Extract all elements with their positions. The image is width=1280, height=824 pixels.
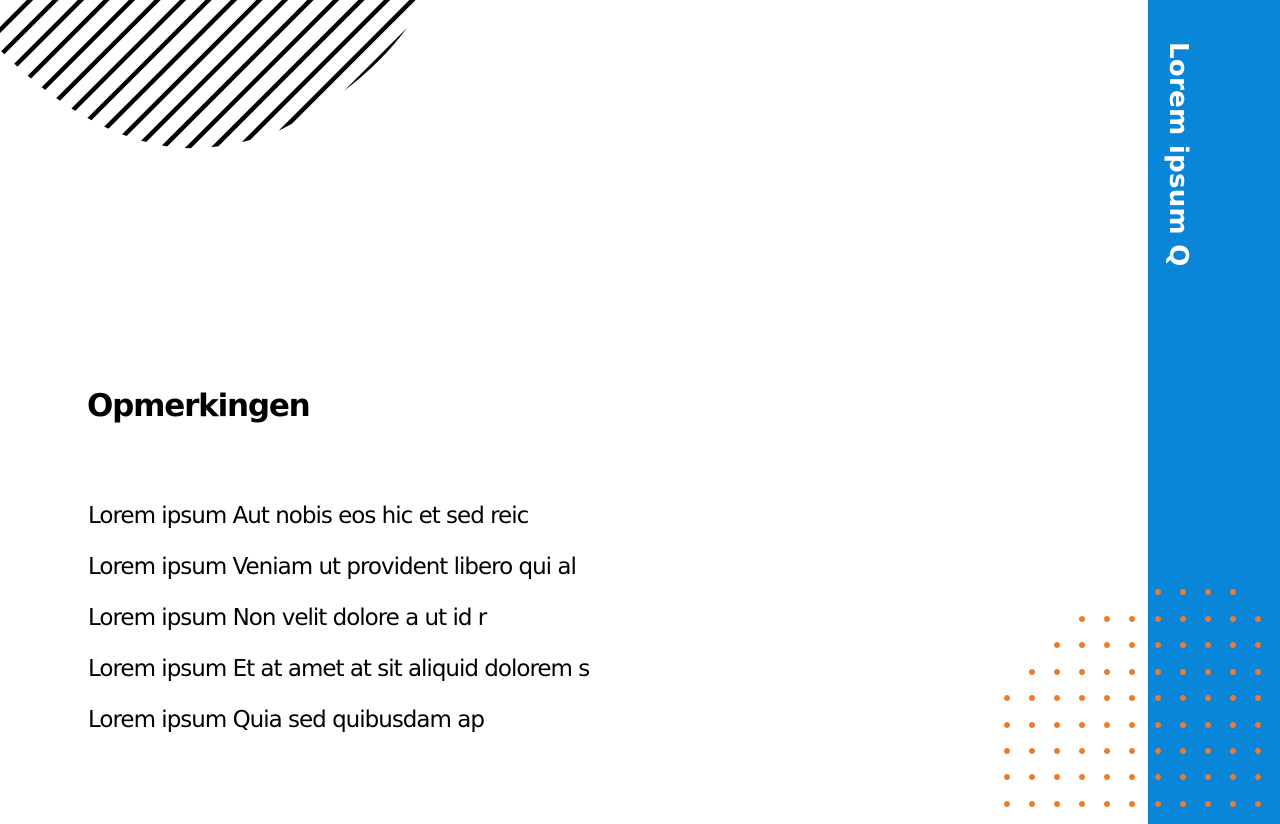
orange-dot	[1129, 642, 1135, 648]
orange-dot	[1129, 748, 1135, 754]
orange-dot	[1029, 774, 1035, 780]
orange-dot	[1255, 801, 1261, 807]
orange-dot	[1230, 774, 1236, 780]
orange-dot	[1155, 616, 1161, 622]
stripe-line	[0, 0, 91, 150]
orange-dot	[1079, 642, 1085, 648]
orange-dot	[1255, 748, 1261, 754]
orange-dot	[1155, 695, 1161, 701]
remarks-list	[88, 500, 589, 755]
orange-dot	[1079, 669, 1085, 675]
remark-line-3: Lorem ipsum Non velit dolore a ut id r	[88, 605, 487, 631]
orange-dot	[1155, 589, 1161, 595]
orange-dot	[1230, 748, 1236, 754]
orange-dot	[1155, 642, 1161, 648]
orange-dot	[1029, 748, 1035, 754]
orange-dot	[1230, 669, 1236, 675]
orange-dot	[1230, 589, 1236, 595]
orange-dot	[1155, 669, 1161, 675]
remark-line-5: Lorem ipsum Quia sed quibusdam ap	[88, 707, 484, 733]
orange-dot	[1054, 642, 1060, 648]
orange-dot	[1104, 642, 1110, 648]
orange-dot	[1205, 695, 1211, 701]
diagonal-stripes-decoration	[0, 0, 430, 150]
orange-dot	[1129, 669, 1135, 675]
orange-dot	[1104, 616, 1110, 622]
orange-dot	[1255, 642, 1261, 648]
orange-dot	[1054, 695, 1060, 701]
orange-dot	[1205, 589, 1211, 595]
orange-dot	[1104, 669, 1110, 675]
orange-dot	[1155, 801, 1161, 807]
orange-dot	[1180, 722, 1186, 728]
orange-dot	[1230, 722, 1236, 728]
dot-grid-decoration	[995, 580, 1280, 824]
orange-dot	[1004, 695, 1010, 701]
page-heading: Opmerkingen	[87, 388, 310, 424]
orange-dot	[1079, 616, 1085, 622]
orange-dot	[1205, 642, 1211, 648]
remark-line-4: Lorem ipsum Et at amet at sit aliquid dolorem s	[88, 656, 590, 682]
orange-dot	[1155, 722, 1161, 728]
orange-dot	[1129, 616, 1135, 622]
orange-dot	[1079, 748, 1085, 754]
orange-dot	[1029, 669, 1035, 675]
orange-dot	[1054, 748, 1060, 754]
orange-dot	[1230, 695, 1236, 701]
orange-dot	[1155, 748, 1161, 754]
orange-dot	[1029, 801, 1035, 807]
orange-dot	[1180, 801, 1186, 807]
orange-dot	[1255, 616, 1261, 622]
orange-dot	[1079, 801, 1085, 807]
orange-dot	[1004, 748, 1010, 754]
orange-dot	[1054, 669, 1060, 675]
orange-dot	[1129, 722, 1135, 728]
orange-dot	[1129, 774, 1135, 780]
orange-dot	[1129, 695, 1135, 701]
orange-dot	[1230, 642, 1236, 648]
orange-dot	[1079, 774, 1085, 780]
orange-dot	[1230, 801, 1236, 807]
stripe-line	[0, 0, 142, 150]
orange-dot	[1205, 748, 1211, 754]
orange-dot	[1004, 722, 1010, 728]
orange-dot	[1180, 774, 1186, 780]
orange-dot	[1054, 801, 1060, 807]
orange-dot	[1205, 669, 1211, 675]
orange-dot	[1255, 774, 1261, 780]
orange-dot	[1230, 616, 1236, 622]
orange-dot	[1205, 801, 1211, 807]
orange-dot	[1180, 642, 1186, 648]
orange-dot	[1255, 722, 1261, 728]
orange-dot	[1004, 801, 1010, 807]
orange-dot	[1255, 669, 1261, 675]
orange-dot	[1004, 774, 1010, 780]
orange-dot	[1054, 722, 1060, 728]
orange-dot	[1180, 669, 1186, 675]
stripe-line	[278, 0, 430, 150]
orange-dot	[1104, 801, 1110, 807]
orange-dot	[1205, 722, 1211, 728]
orange-dot	[1079, 722, 1085, 728]
orange-dot	[1180, 695, 1186, 701]
orange-dot	[1029, 722, 1035, 728]
orange-dot	[1205, 774, 1211, 780]
orange-dot	[1104, 748, 1110, 754]
orange-dot	[1104, 722, 1110, 728]
orange-dot	[1180, 748, 1186, 754]
orange-dot	[1104, 774, 1110, 780]
remark-line-2: Lorem ipsum Veniam ut provident libero qui al	[88, 554, 576, 580]
orange-dot	[1029, 695, 1035, 701]
orange-dot	[1255, 695, 1261, 701]
remark-line-1: Lorem ipsum Aut nobis eos hic et sed reic	[88, 503, 529, 529]
orange-dot	[1155, 774, 1161, 780]
orange-dot	[1079, 695, 1085, 701]
orange-dot	[1180, 616, 1186, 622]
orange-dot	[1104, 695, 1110, 701]
orange-dot	[1054, 774, 1060, 780]
side-panel-title: Lorem ipsum Q	[1163, 42, 1193, 267]
orange-dot	[1205, 616, 1211, 622]
orange-dot	[1129, 801, 1135, 807]
stripe-line	[329, 0, 430, 150]
orange-dot	[1180, 589, 1186, 595]
